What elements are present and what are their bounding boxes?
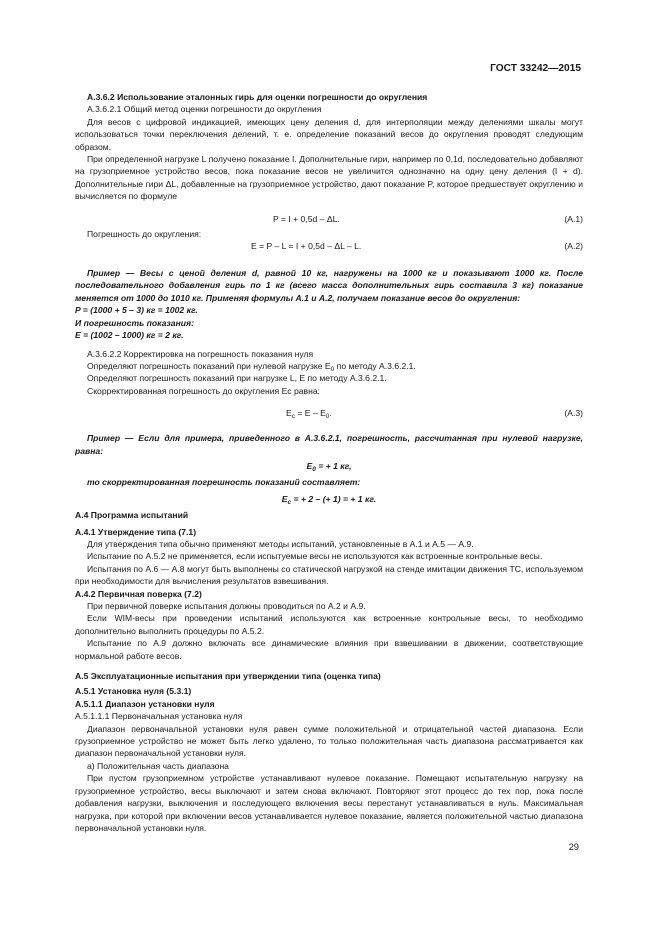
formula-a1 [75,213,583,226]
subsection-heading-a5-1-1: А.5.1.1 Диапазон установки нуля [75,698,215,709]
paragraph: Для утверждения типа обычно применяют методы испытаний, установленные в А.1 и А.5 — А.9. [87,538,474,549]
example-1-line: P = (1000 + 5 – 3) кг = 1002 кг. [75,305,198,316]
section-heading-a4: А.4 Программа испытаний [75,510,189,521]
formula-a2 [75,240,583,253]
formula-a1-text: P = I + 0,5d – ΔL. [273,213,340,224]
example-2: Пример — Если для примера, приведенного в А.3.6.2.1, погрешность, рассчитанная при нулевой нагрузке, равна: [75,433,583,456]
example-1: Пример — Весы с ценой деления d, равной 10 кг, нагружены на 1000 кг и показывают 1000 кг. После последовательного добавления гирь по 1 кг (всего масса дополнительных гирь составила 3 кг) показание меняется от 1000 до 1010 кг. Применяя формулы А.1 и А.2, получаем показание весов до округления: [75,268,583,303]
error-label: Погрешность до округления: [87,228,202,239]
paragraph: Если WIM-весы при проведении испытаний используются как встроенные контрольные весы, то необходимо дополнительно выполнить процедуры по А.5.2. [75,613,583,636]
page-content [75,91,583,834]
section-heading-a3-6-2: А.3.6.2 Использование эталонных гирь для оценки погрешности до округления [87,92,428,102]
subsection-heading-a4-1: А.4.1 Утверждение типа (7.1) [75,526,197,537]
paragraph: Для весов с цифровой индикацией, имеющих цену деления d, для интерполяции между делениями шкалы могут использоваться точки переключения делений, т. е. определение показаний весов до округления проводят следующим образом. [75,116,583,152]
example-2-e0: $E_0$ = + 1 кг, [306,460,352,473]
list-item: а) Положительная часть диапазона [87,760,229,771]
subsection-heading-a5-1-1-1: А.5.1.1.1 Первоначальная установка нуля [75,711,243,722]
subsection-heading-a3-6-2-2: А.3.6.2.2 Корректировка на погрешность показания нуля [87,348,314,359]
subsection-heading-a5-1: А.5.1 Установка нуля (5.3.1) [75,686,192,697]
formula-a1-number: (А.1) [564,213,583,224]
paragraph: Испытания по А.6 — А.8 могут быть выполнены со статической нагрузкой на стенде имитации движения ТС, используемом при необходимости для вычисления результатов взвешивания. [75,563,583,587]
subsection-heading-a4-2: А.4.2 Первичная поверка (7.2) [75,588,202,599]
paragraph: При определенной нагрузке L получено показание I. Дополнительные гири, например по 0,1d, последовательно добавляют на грузоприемное устройство весов, пока показание весов не увеличится однозначно на одну цену деления (I + d). Дополнительные гири ΔL, добавленные на грузоприемное устройство, дают показание P, которое предшествует округлению и вычисляется по формуле [75,154,583,202]
paragraph: Диапазон первоначальной установки нуля равен сумме положительной и отрицательной частей диапазона. Если грузоприемное устройство не может быть легко удалено, то только положительная часть диапазона рассматривается как диапазон первоначальной установки нуля. [75,723,583,759]
formula-a3-text: $E_c = E - E_0$. [286,408,332,421]
paragraph: Испытание по А.5.2 не применяется, если испытуемые весы не используются как встроенные контрольные весы. [87,551,543,562]
formula-a3 [75,407,583,420]
document-code: ГОСТ 33242—2015 [490,63,581,74]
example-1-line: E = (1002 – 1000) кг = 2 кг. [75,330,184,341]
example-2-text: то скорректированная погрешность показаний составляет: [87,477,361,488]
paragraph: При пустом грузоприемном устройстве устанавливают нулевое показание. Помещают испытательную нагрузку на грузоприемное устройство, весы выключают и затем снова включают. Повторяют этот процесс до тех пор, пока после добавления нагрузки, выключения и последующего включения весы перестанут устанавливаться в нуль. Максимальная нагрузка, при которой при включении весов устанавливается нулевое показание, является положительной частью диапазона первоначальной установки нуля. [75,773,583,833]
section-heading-a5: А.5 Эксплуатационные испытания при утверждении типа (оценка типа) [75,671,381,682]
paragraph: Определяют погрешность показаний при нулевой нагрузке $E_0$ по методу А.3.6.2.1. [87,360,416,373]
paragraph: При первичной поверке испытания должны проводиться по А.2 и А.9. [87,601,366,611]
paragraph: Скорректированная погрешность до округления Ec равна: [87,385,321,396]
subsection-heading-a3-6-2-1: А.3.6.2.1 Общий метод оценки погрешности до округления [87,104,322,115]
page-number: 29 [568,841,579,852]
example-2-ec: $E_c$ = + 2 – (+ 1) = + 1 кг. [281,493,377,506]
formula-a2-number: (А.2) [564,241,583,252]
paragraph: Испытание по А.9 должно включать все динамические влияния при взвешивании в движении, соответствующие нормальной работе весов. [75,638,583,661]
paragraph: Определяют погрешность показаний при нагрузке L, E по методу А.3.6.2.1. [87,373,387,384]
formula-a3-number: (А.3) [564,408,583,419]
example-1-line: И погрешность показания: [75,317,194,328]
formula-a2-text: E = P – L = I + 0,5d – ΔL – L. [251,241,362,252]
